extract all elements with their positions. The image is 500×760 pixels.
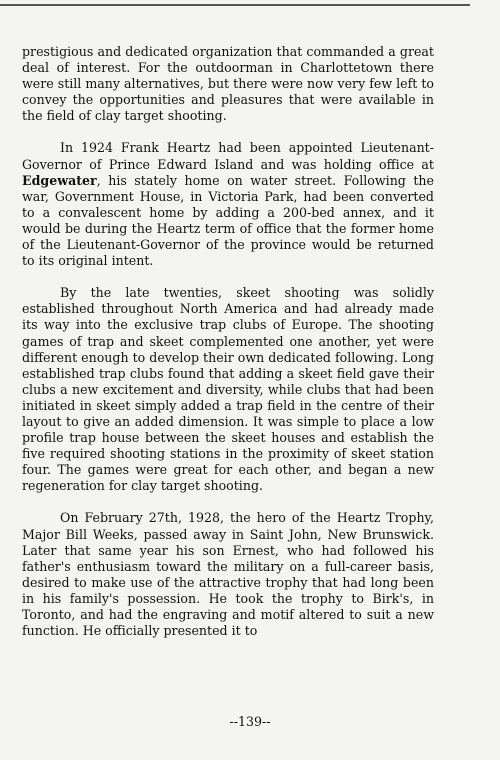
paragraph-4: On February 27th, 1928, the hero of the Heartz Trophy, Major Bill Weeks, passed away in Saint John, New Brunswick. Later that same year his son Ernest, who had followed his father's enthusiasm toward the military on a full-career basis, desired to make use of the attractive trophy that had long been in his family's possession. He took the trophy to Birk's, in Toronto, and had the engraving and motif altered to suit a new function. He officially presented it to <box>22 510 434 639</box>
document-page <box>22 44 434 639</box>
paragraph-2-text-before: In 1924 Frank Heartz had been appointed Lieutenant-Governor of Prince Edward Island and was holding office at <box>22 140 434 172</box>
paragraph-2-text-after: , his stately home on water street. Following the war, Government House, in Victoria Park, had been converted to a convalescent home by adding a 200-bed annex, and it would be during the Heartz term of office that the former home of the Lieutenant-Governor of the province would be returned to its original intent. <box>22 172 434 269</box>
page-number: --139-- <box>229 714 271 729</box>
paragraph-3: By the late twenties, skeet shooting was solidly established throughout North America and had already made its way into the exclusive trap clubs of Europe. The shooting games of trap and skeet complemented one another, yet were different enough to develop their own dedicated following. Long established trap clubs found that adding a skeet field gave their clubs a new excitement and diversity, while clubs that had been initiated in skeet simply added a trap field in the centre of their layout to give an added dimension. It was simple to place a low profile trap house between the skeet houses and establish the five required shooting stations in the proximity of skeet station four. The games were great for each other, and began a new regeneration for clay target shooting. <box>22 285 434 494</box>
paragraph-2 <box>22 140 434 269</box>
paragraph-1: prestigious and dedicated organization that commanded a great deal of interest. For the outdoorman in Charlottetown there were still many alternatives, but there were now very few left to convey the opportunities and pleasures that were available in the field of clay target shooting. <box>22 44 434 124</box>
top-border-rule <box>0 4 470 6</box>
edgewater-bold: Edgewater <box>22 172 97 188</box>
